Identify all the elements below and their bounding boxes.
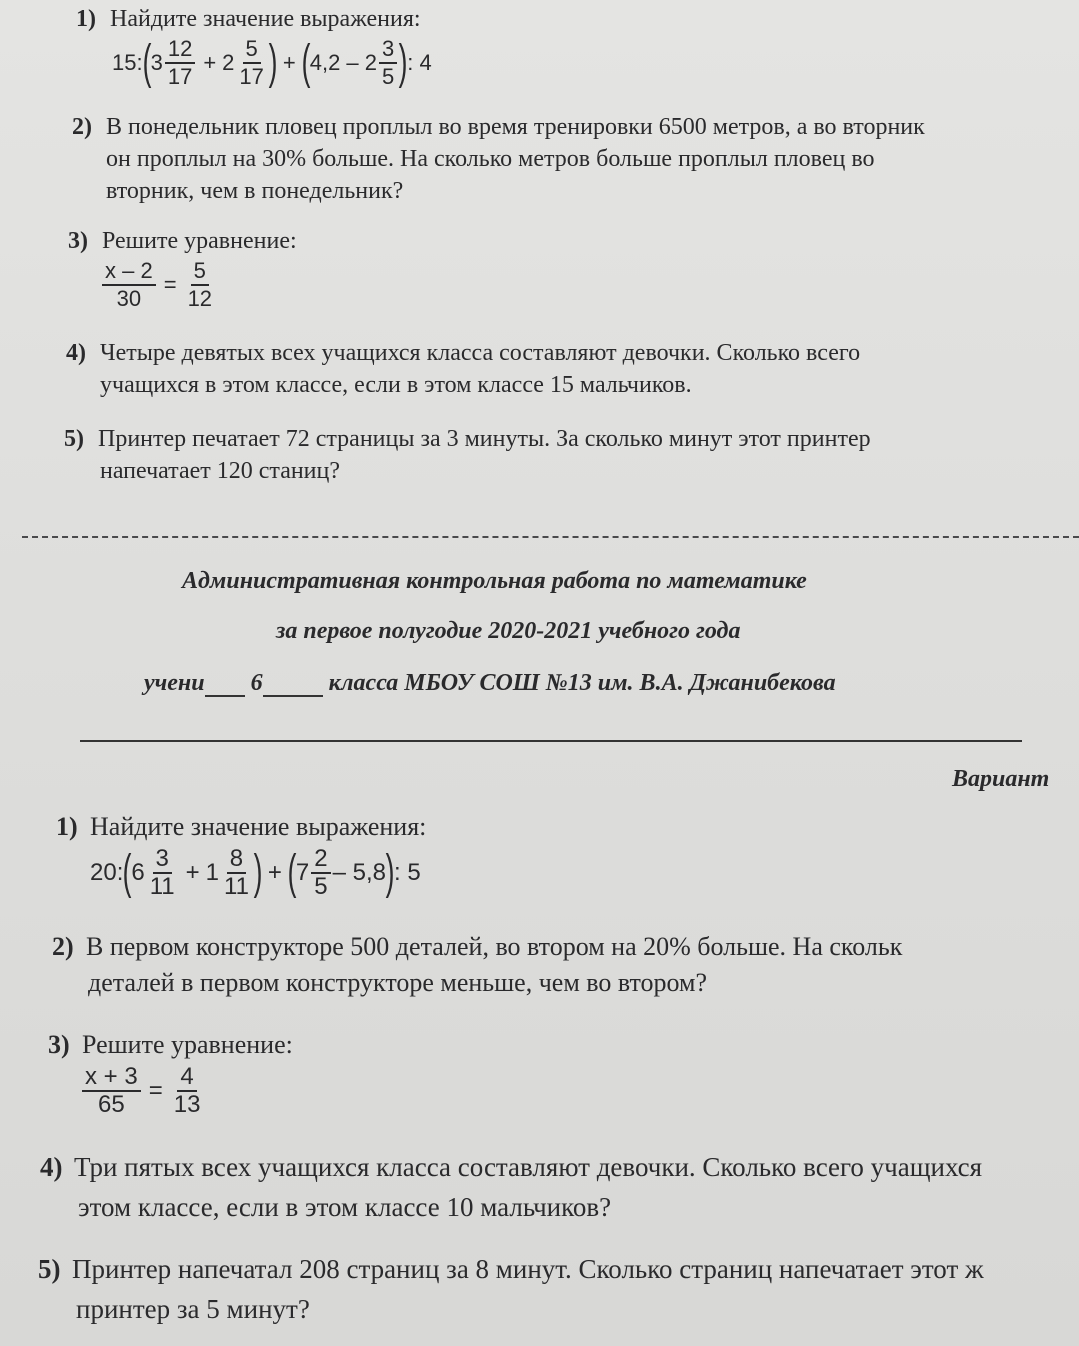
task-number: 3) <box>68 228 88 254</box>
bottom-task-5 <box>38 1252 984 1286</box>
plus-sign: + <box>282 50 296 75</box>
open-paren: ( <box>122 846 132 899</box>
cut-line <box>22 536 1079 538</box>
top-task-4-line2: учащихся в этом классе, если в этом классе 15 мальчиков. <box>100 372 692 398</box>
expr-lead: 20: <box>90 859 124 886</box>
task-line: В первом конструкторе 500 деталей, во втором на 20% больше. На скольк <box>86 932 903 961</box>
task-number: 1) <box>76 6 96 32</box>
bottom-task-1 <box>56 810 426 844</box>
mixed-whole: 7 <box>295 859 310 886</box>
top-task-5 <box>64 422 871 456</box>
expr-lead: 15: <box>112 50 143 75</box>
header-class-line <box>144 670 836 697</box>
bottom-task-5-line2: принтер за 5 минут? <box>76 1294 310 1324</box>
fraction: $\frac{5}{12}$ <box>187 258 213 311</box>
open-paren: ( <box>301 36 311 89</box>
fraction: $\frac{3}{11}$ <box>149 845 175 900</box>
task-line: В понедельник пловец проплыл во время тренировки 6500 метров, а во вторник <box>106 114 925 140</box>
fraction: $\frac{3}{5}$ <box>379 36 397 90</box>
task-number: 3) <box>48 1030 70 1059</box>
header-subtitle: за первое полугодие 2020-2021 учебного года <box>276 618 741 644</box>
mixed-whole: 3 <box>150 50 163 75</box>
fraction: $\frac{12}{17}$ <box>165 36 195 90</box>
task-text: Найдите значение выражения: <box>90 812 427 841</box>
header-title: Административная контрольная работа по математике <box>182 568 807 594</box>
mixed-whole: 1 <box>205 859 220 886</box>
blank <box>263 673 323 697</box>
bottom-task-3-equation <box>80 1064 205 1118</box>
grade: 6 <box>250 670 263 696</box>
task-text: Решите уравнение: <box>82 1030 293 1059</box>
equals-sign: = <box>148 1077 163 1104</box>
task-number: 5) <box>64 426 84 452</box>
school: класса МБОУ СОШ №13 им. В.А. Джанибекова <box>328 670 836 696</box>
task-number: 4) <box>40 1152 63 1182</box>
close-paren: ) <box>268 36 278 89</box>
mixed-whole: 6 <box>131 859 145 886</box>
task-number: 2) <box>72 114 92 140</box>
open-paren: ( <box>287 846 297 899</box>
top-task-3 <box>68 224 297 258</box>
top-task-2-line2: он проплыл на 30% больше. На сколько метров больше проплыл пловец во <box>106 146 875 172</box>
header-rule <box>80 740 1022 742</box>
task-line: Четыре девятых всех учащихся класса составляют девочки. Сколько всего <box>100 340 861 366</box>
bottom-task-4-line2: этом классе, если в этом классе 10 мальчиков? <box>78 1192 612 1222</box>
plus-sign: + <box>203 50 217 75</box>
task-number: 4) <box>66 340 86 366</box>
plus-sign: + <box>267 859 282 886</box>
close-paren: ) <box>253 846 263 899</box>
top-task-1-expression <box>112 36 432 90</box>
top-task-4 <box>66 336 860 370</box>
fraction: $\frac{8}{11}$ <box>224 845 249 900</box>
fraction: $\frac{x + 3}{65}$ <box>82 1064 141 1118</box>
task-line: Принтер печатает 72 страницы за 3 минуты. За сколько минут этот принтер <box>98 426 871 452</box>
expr-part: – 5,8 <box>332 859 387 886</box>
fraction: $\frac{x - 2}{30}$ <box>102 258 156 312</box>
bottom-task-4 <box>40 1150 982 1184</box>
task-line: Три пятых всех учащихся класса составляют девочки. Сколько всего учащихся <box>74 1152 983 1182</box>
fraction: $\frac{2}{5}$ <box>311 846 330 900</box>
top-task-5-line2: напечатает 120 станиц? <box>100 458 341 484</box>
expr-tail: : 5 <box>394 859 421 886</box>
bottom-task-2 <box>52 930 902 964</box>
top-task-2-line3: вторник, чем в понедельник? <box>106 178 404 204</box>
top-task-3-equation <box>100 258 217 312</box>
task-text: Решите уравнение: <box>102 228 297 254</box>
blank <box>205 673 245 697</box>
variant-label: Вариант <box>952 766 1050 792</box>
task-line: Принтер напечатал 208 страниц за 8 минут. Сколько страниц напечатает этот ж <box>72 1254 984 1284</box>
task-number: 5) <box>38 1254 61 1284</box>
bottom-task-3 <box>48 1028 293 1062</box>
close-paren: ) <box>385 846 395 899</box>
task-number: 2) <box>52 932 74 961</box>
expr-tail: : 4 <box>407 50 432 75</box>
open-paren: ( <box>142 36 151 89</box>
close-paren: ) <box>398 36 408 89</box>
task-number: 1) <box>56 812 78 841</box>
bottom-task-1-expression <box>90 846 421 900</box>
task-text: Найдите значение выражения: <box>110 6 421 32</box>
bottom-task-2-line2: деталей в первом конструкторе меньше, чем во втором? <box>88 968 708 997</box>
top-task-2 <box>72 110 1062 144</box>
plus-sign: + <box>185 859 200 886</box>
expr-part: 4,2 – 2 <box>309 50 378 75</box>
mixed-whole: 2 <box>222 50 235 75</box>
fraction: $\frac{4}{13}$ <box>173 1063 201 1118</box>
equals-sign: = <box>163 272 177 297</box>
top-task-1 <box>76 2 421 36</box>
fraction: $\frac{5}{17}$ <box>239 36 264 89</box>
student-label: учени <box>144 670 205 696</box>
